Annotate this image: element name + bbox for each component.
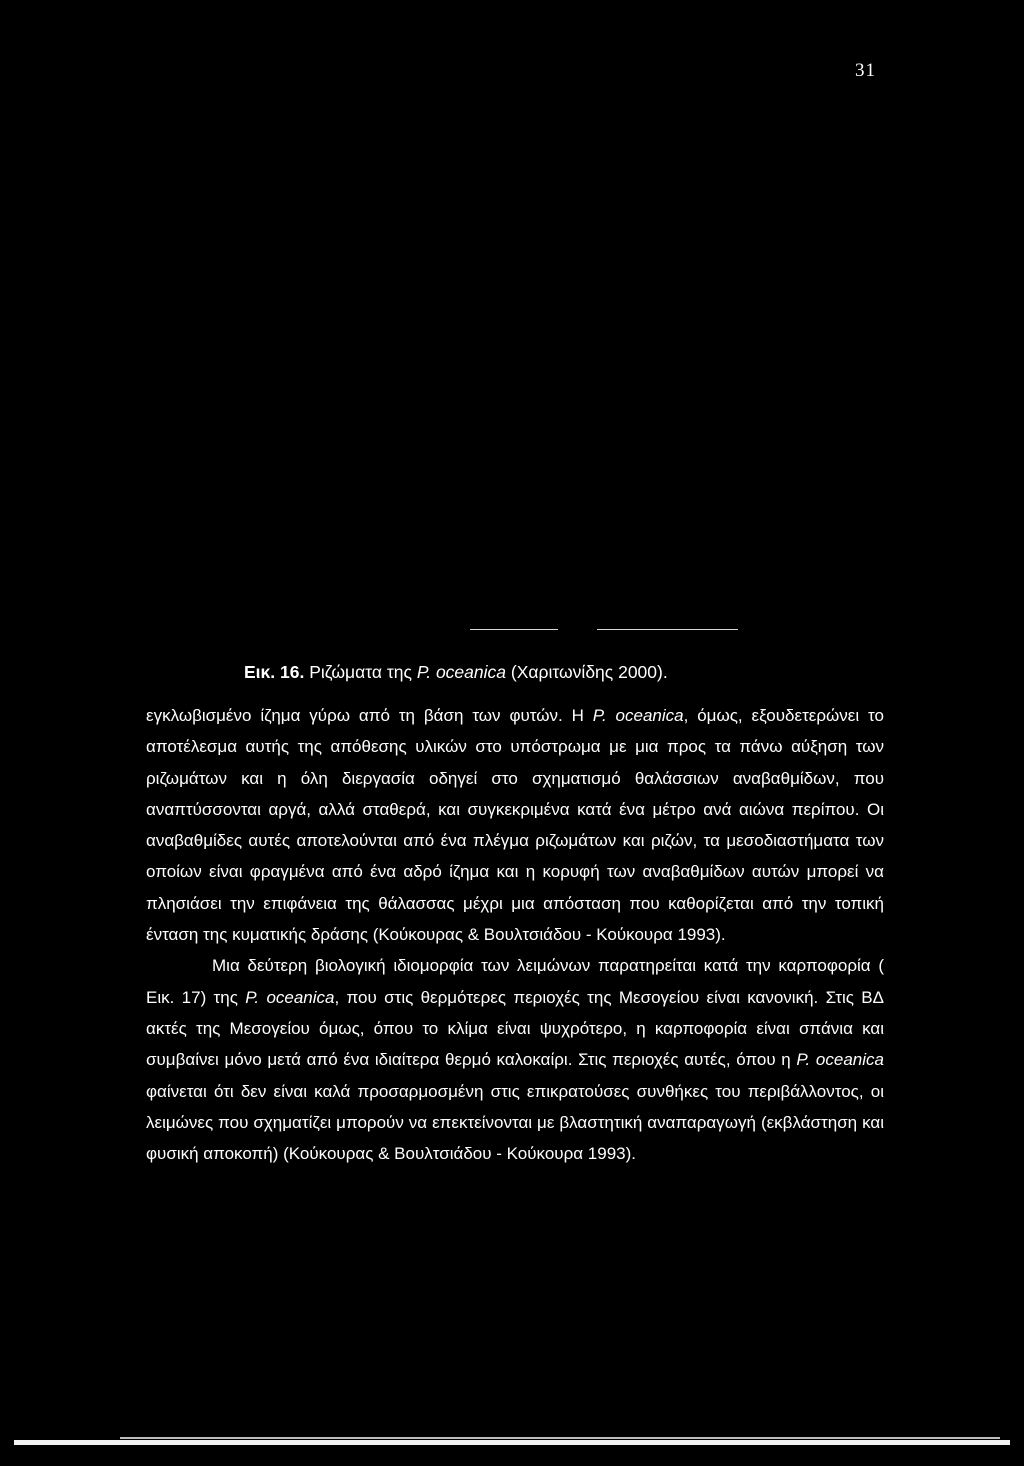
paragraph-1 (146, 700, 884, 950)
caption-text: Ριζώματα της (309, 662, 412, 682)
caption-species: P. oceanica (416, 662, 507, 682)
paragraph-2-species-1: P. oceanica (245, 987, 335, 1007)
figure-label: Εικ. 16. (244, 662, 305, 682)
paragraph-1-part-2: , όμως, εξουδετερώνει το αποτέλεσμα αυτής της απόθεσης υλικών στο υπόστρωμα με μια προς τα πάνω αύξηση των ριζωμάτων και η όλη διεργασία οδηγεί στο σχηματισμό θαλάσσιων αναβαθμίδων, που αναπτύσσονται αργά, αλλά σταθερά, και συγκεκριμένα κατά ένα μέτρο ανά αιώνα περίπου. Οι αναβαθμίδες αυτές αποτελούνται από ένα πλέγμα ριζωμάτων και ριζών, τα μεσοδιαστήματα των οποίων είναι φραγμένα από ένα αδρό ίζημα και η κορυφή των αναβαθμίδων αυτών μπορεί να πλησιάσει την επιφάνεια της θάλασσας μέχρι μια απόσταση που καθορίζεται από την τοπική ένταση της κυματικής δράσης (Κούκουρας & Βουλτσιάδου - Κούκουρα 1993). (146, 706, 884, 945)
paragraph-2-part-1: Μια δεύτερη βιολογική ιδιομορφία των λειμώνων παρατηρείται κατά την καρποφορία ( Εικ. 17) της (146, 956, 884, 1007)
paragraph-1-species: P. oceanica (592, 706, 684, 725)
figure-rule-right (597, 629, 738, 630)
figure-rule-left (470, 629, 558, 630)
paragraph-1-part-1: εγκλωβισμένο ίζημα γύρω από τη βάση των φυτών. Η (146, 706, 593, 725)
figure-image-area (0, 95, 1024, 615)
caption-citation: (Χαριτωνίδης 2000). (510, 662, 668, 682)
figure-caption (244, 662, 668, 683)
paragraph-2-part-3: φαίνεται ότι δεν είναι καλά προσαρμοσμένη στις επικρατούσες συνθήκες του περιβάλλοντος, οι λειμώνες που σχηματίζει μπορούν να επεκτείνονται με βλαστητική αναπαραγωγή (εκβλάστηση και φυσική αποκοπή) (Κούκουρας & Βουλτσιάδου - Κούκουρα 1993). (146, 1081, 884, 1164)
paragraph-2 (146, 950, 884, 1169)
bottom-scan-bar (14, 1440, 1010, 1445)
paragraph-2-part-2: , που στις θερμότερες περιοχές της Μεσογείου είναι κανονική. Στις ΒΔ ακτές της Μεσογείου όμως, όπου το κλίμα είναι ψυχρότερο, η καρποφορία είναι σπάνια και συμβαίνει μόνο μετά από ένα ιδιαίτερα θερμό καλοκαίρι. Στις περιοχές αυτές, όπου η (146, 987, 884, 1070)
page-number: 31 (855, 60, 876, 81)
body-text (146, 700, 884, 1169)
bottom-scan-line (120, 1437, 1000, 1439)
paragraph-2-species-2: P. oceanica (796, 1050, 884, 1070)
